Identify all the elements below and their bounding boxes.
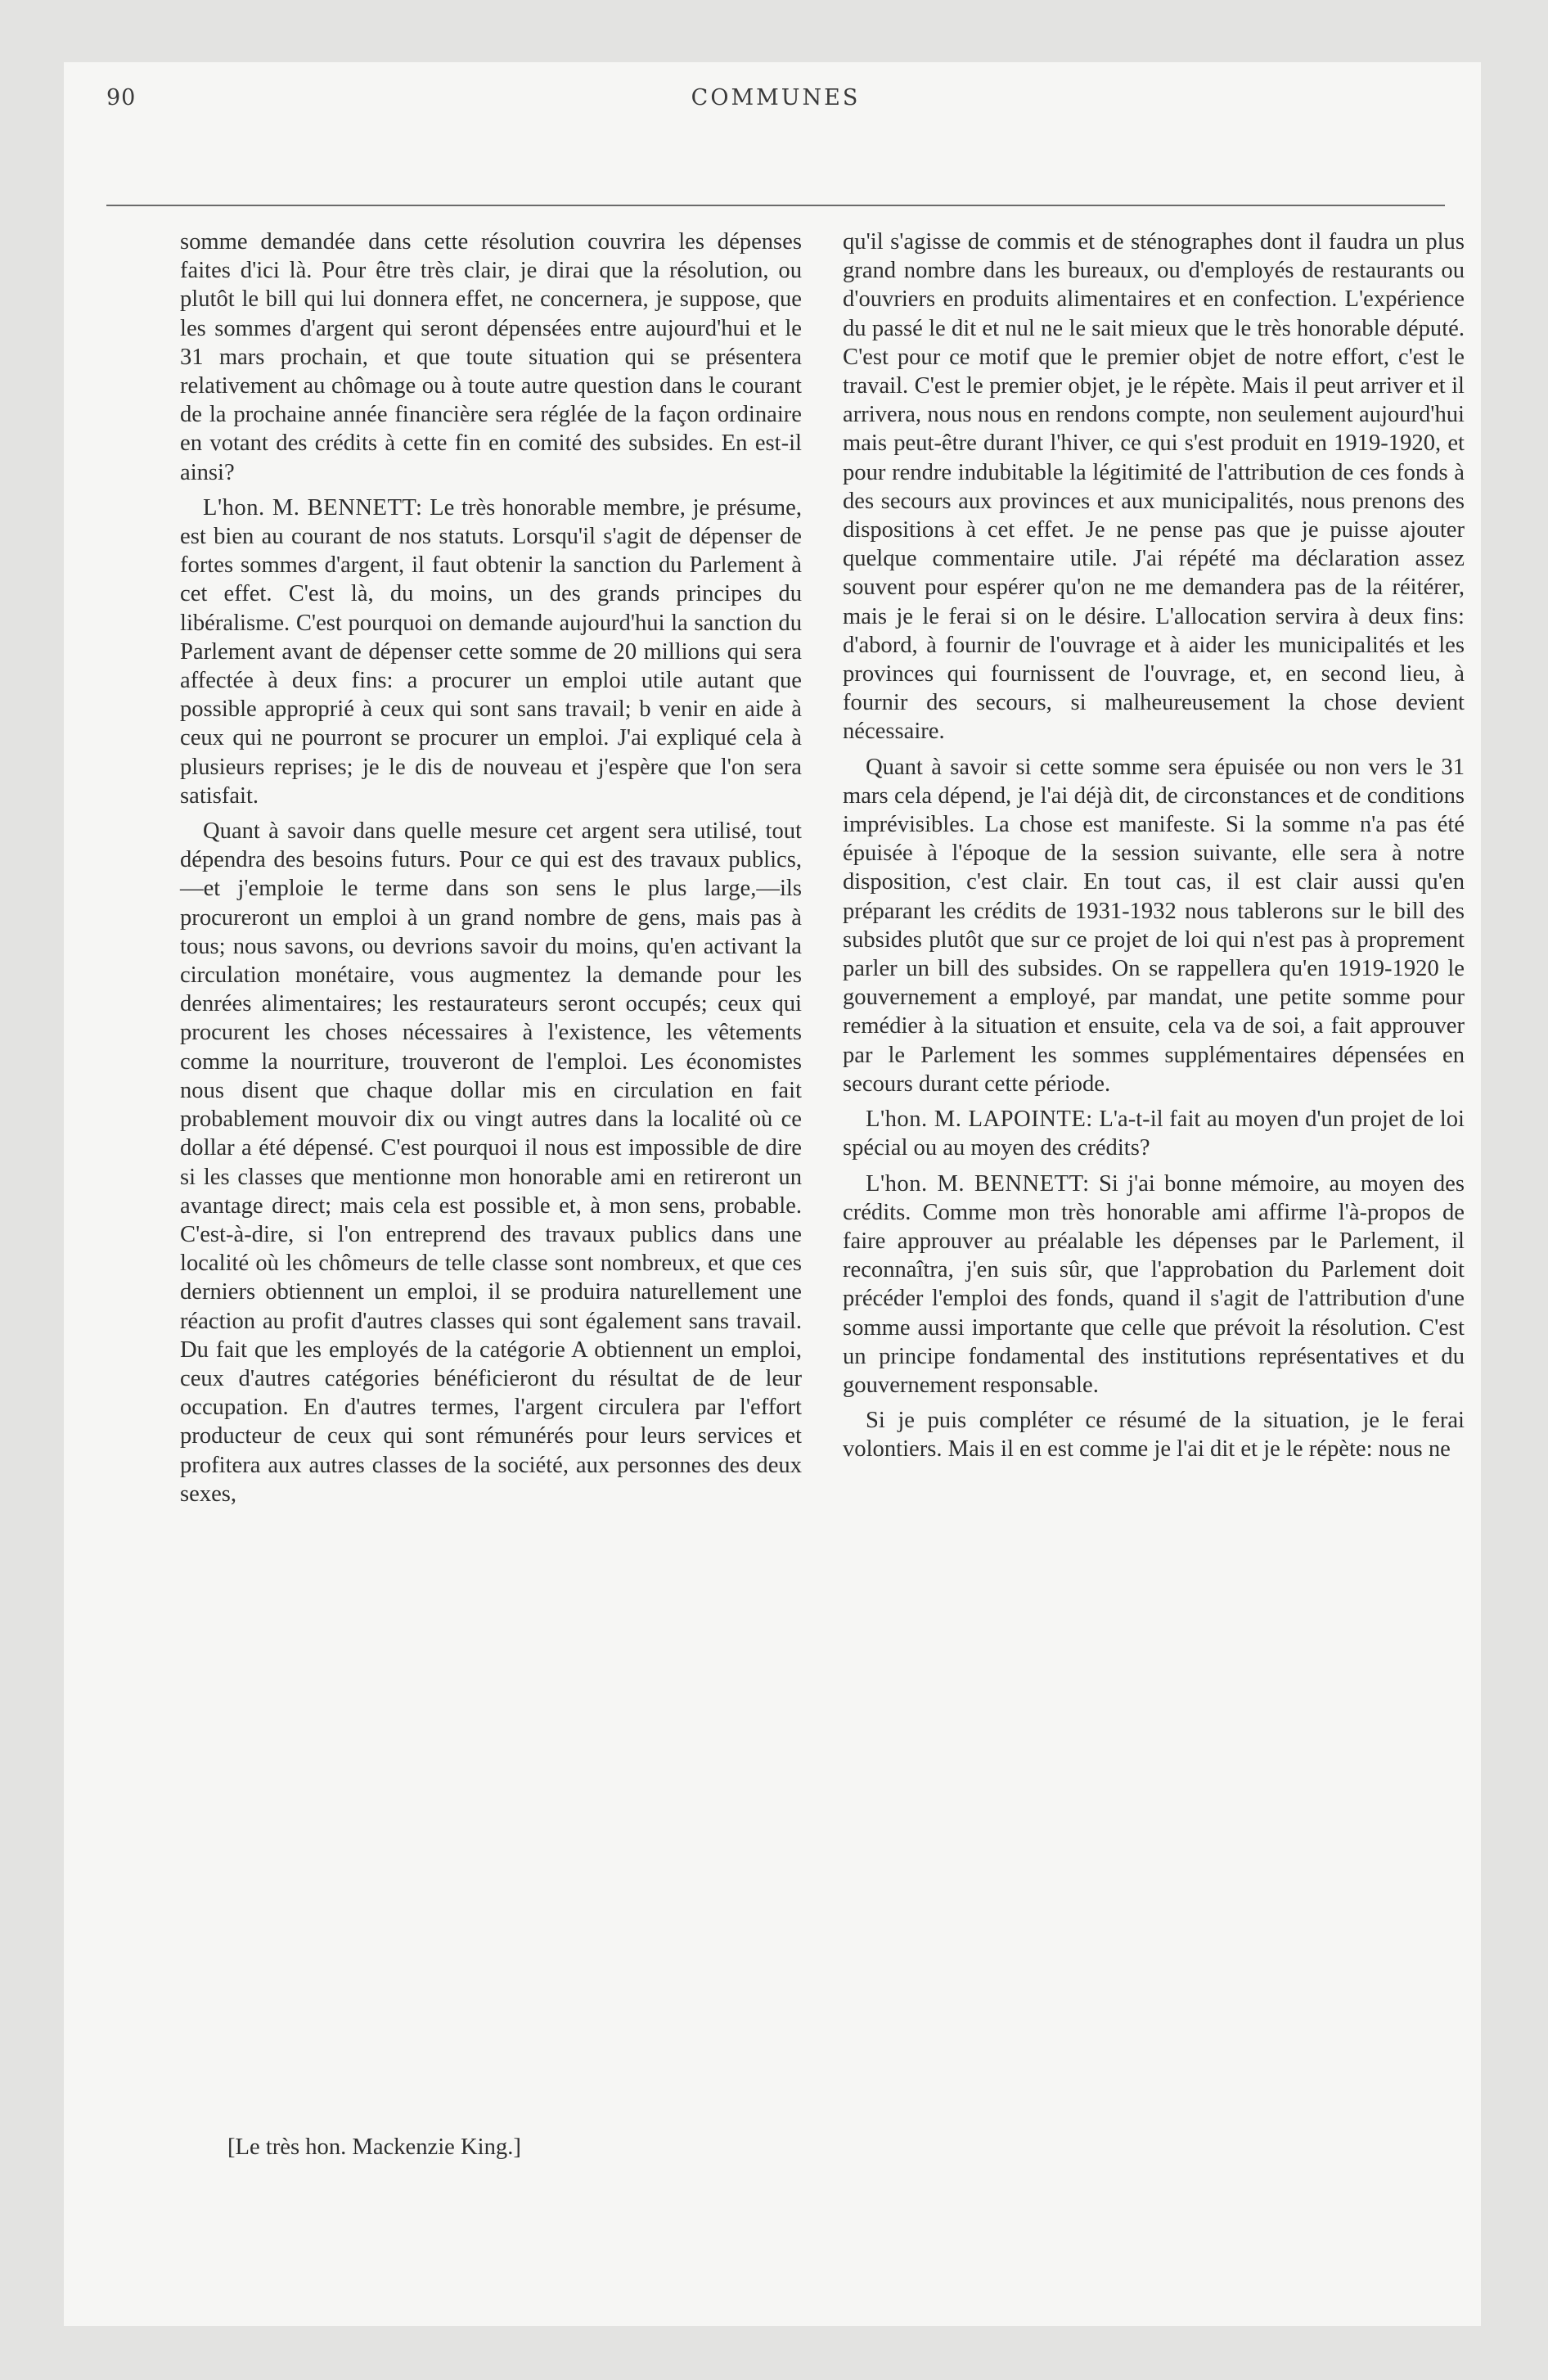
- paragraph-text: Quant à savoir si cette somme sera épuisée ou non vers le 31 mars cela dépend, je l'ai déjà dit, de circonstances et de conditions imprévisibles. La chose est manifeste. Si la somme n'a pas été épuisée à l'époque de la session suivante, elle sera à notre disposition, c'est clair. En tout cas, il est clair aussi qu'en préparant les crédits de 1931-1932 nous tablerons sur le bill des subsides plutôt que sur ce projet de loi qui n'est pas à proprement parler un bill des subsides. On se rappellera qu'en 1919-1920 le gouvernement a employé, par mandat, une petite somme pour remédier à la situation et ensuite, cela va de soi, a fait approuver par le Parlement les sommes supplémentaires dépensées en secours durant cette période.: [843, 754, 1465, 1097]
- speaker-name: L'hon. M. BENNETT:: [203, 494, 423, 521]
- speaker-name: L'hon. M. BENNETT:: [866, 1170, 1090, 1197]
- paragraph: [843, 228, 1465, 746]
- paragraph: [180, 817, 802, 1508]
- paragraph: [843, 753, 1465, 1098]
- speech-text: Si j'ai bonne mémoire, au moyen des crédits. Comme mon très honorable ami affirme l'à-propos de faire approuver au préalable les dépenses par le Parlement, il reconnaîtra, j'en suis sûr, que l'approbation du Parlement doit précéder l'emploi des fonds, quand il s'agit de l'attribution d'une somme aussi importante que celle que prévoit la résolution. C'est un principe fondamental des institutions représentatives et du gouvernement responsable.: [843, 1170, 1465, 1398]
- paragraph: [180, 228, 802, 487]
- running-title: COMMUNES: [691, 85, 861, 110]
- speech-paragraph: [180, 494, 802, 810]
- speech-text: L'a-t-il fait au moyen d'un projet de loi spécial ou au moyen des crédits?: [843, 1107, 1465, 1161]
- paragraph-text: Si je puis compléter ce résumé de la situation, je le ferai volontiers. Mais il en est comme je l'ai dit et je le répète: nous ne: [843, 1408, 1465, 1463]
- speech-paragraph: [843, 1105, 1465, 1162]
- header-rule: [106, 205, 1445, 206]
- speaker-name: L'hon. M. LAPOINTE:: [866, 1107, 1093, 1133]
- page-header: [106, 85, 1445, 134]
- speech-paragraph: [843, 1170, 1465, 1400]
- left-column: [180, 228, 802, 1508]
- right-column: [843, 228, 1465, 1464]
- page-footer-note: [Le très hon. Mackenzie King.]: [227, 2134, 521, 2160]
- paragraph-text: qu'il s'agisse de commis et de sténographes dont il faudra un plus grand nombre dans les bureaux, ou d'employés de restaurants ou d'ouvriers en produits alimentaires et en confection. L'expérience du passé le dit et nul ne le sait mieux que le très honorable député. C'est pour ce motif que le premier objet de notre effort, c'est le travail. C'est le premier objet, je le répète. Mais il peut arriver et il arrivera, nous nous en rendons compte, non seulement aujourd'hui mais peut-être durant l'hiver, ce qui s'est produit en 1919-1920, et pour rendre indubitable la légitimité de l'attribution de ces fonds à des secours aux provinces et aux municipalités, nous prenons des dispositions à cet effet. Je ne pense pas que je puisse ajouter quelque commentaire utile. J'ai répété ma déclaration assez souvent pour espérer qu'on ne me demandera pas de la réitérer, mais je le ferai si on le désire. L'allocation servira à deux fins: d'abord, à fournir de l'ouvrage et à aider les municipalités et les provinces qui fournissent de l'ouvrage, et, en second lieu, à fournir des secours, si malheureusement la chose devient nécessaire.: [843, 229, 1465, 745]
- page-number: 90: [106, 85, 137, 110]
- paragraph-text: Quant à savoir dans quelle mesure cet argent sera utilisé, tout dépendra des besoins futurs. Pour ce qui est des travaux publics, —et j'emploie le terme dans son sens le plus large,—ils procureront un emploi à un grand nombre de gens, mais pas à tous; nous savons, ou devrions savoir du moins, qu'en activant la circulation monétaire, vous augmentez la demande pour les denrées alimentaires; les restaurateurs seront occupés; ceux qui procurent les choses nécessaires à l'existence, les vêtements comme la nourriture, trouveront de l'emploi. Les économistes nous disent que chaque dollar mis en circulation en fait probablement mouvoir dix ou vingt autres dans la localité où ce dollar a été dépensé. C'est pourquoi il nous est impossible de dire si les classes que mentionne mon honorable ami en retireront un avantage direct; mais cela est possible et, à mon sens, probable. C'est-à-dire, si l'on entreprend des travaux publics dans une localité où les chômeurs de telle classe sont nombreux, et que ces derniers obtiennent un emploi, il se produira naturellement une réaction au profit d'autres classes qui sont également sans travail. Du fait que les employés de la catégorie A obtiennent un emploi, ceux d'autres catégories bénéficieront du résultat de de leur occupation. En d'autres termes, l'argent circulera par l'effort producteur de ceux qui sont rémunérés pour leurs services et profitera aux autres classes de la société, aux personnes des deux sexes,: [180, 818, 802, 1507]
- speech-text: Le très honorable membre, je présume, est bien au courant de nos statuts. Lorsqu'il s'agit de dépenser de fortes sommes d'argent, il faut obtenir la sanction du Parlement à cet effet. C'est là, du moins, un des grands principes du libéralisme. C'est pourquoi on demande aujourd'hui la sanction du Parlement avant de dépenser cette somme de 20 millions qui sera affectée à deux fins: a procurer un emploi utile autant que possible approprié à ceux qui sont sans travail; b venir en aide à ceux qui ne pourront se procurer un emploi. J'ai expliqué cela à plusieurs reprises; je le dis de nouveau et j'espère que l'on sera satisfait.: [180, 494, 802, 809]
- paragraph-text: somme demandée dans cette résolution couvrira les dépenses faites d'ici là. Pour être très clair, je dirai que la résolution, ou plutôt le bill qui lui donnera effet, ne concernera, je suppose, que les sommes d'argent qui seront dépensées entre aujourd'hui et le 31 mars prochain, et que toute situation qui se présentera relativement au chômage ou à toute autre question dans le courant de la prochaine année financière sera réglée de la façon ordinaire en votant des crédits à cette fin en comité des subsides. En est-il ainsi?: [180, 229, 802, 485]
- paragraph: [843, 1406, 1465, 1463]
